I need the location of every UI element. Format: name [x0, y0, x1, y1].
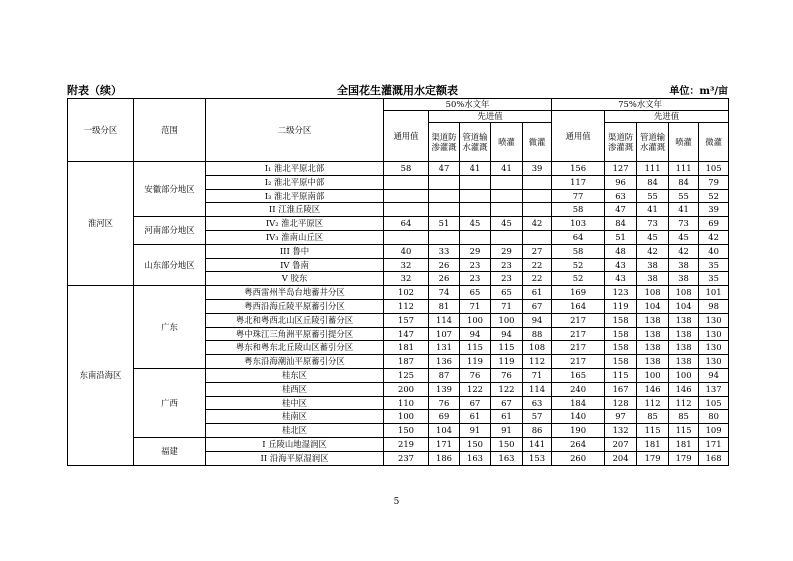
appendix-label: 附表（续）	[67, 84, 122, 97]
value-cell: 171	[429, 437, 460, 451]
value-cell: 91	[460, 424, 491, 438]
value-cell: 41	[460, 162, 491, 176]
value-cell	[460, 175, 491, 189]
table-row	[68, 368, 729, 382]
value-cell: 115	[605, 368, 637, 382]
value-cell: 165	[552, 368, 605, 382]
value-cell	[491, 175, 523, 189]
scope-cell: 福建	[134, 437, 206, 465]
value-cell: 217	[552, 355, 605, 369]
value-cell: 104	[669, 299, 699, 313]
value-cell: 117	[552, 175, 605, 189]
value-cell: 187	[384, 355, 429, 369]
value-cell: 84	[605, 217, 637, 231]
value-cell: 153	[523, 451, 552, 465]
value-cell: 58	[384, 162, 429, 176]
value-cell: 138	[637, 313, 669, 327]
level2-region-cell: 桂北区	[206, 424, 384, 438]
value-cell: 32	[384, 258, 429, 272]
value-cell: 26	[429, 258, 460, 272]
value-cell: 240	[552, 382, 605, 396]
value-cell	[523, 203, 552, 217]
value-cell: 123	[605, 286, 637, 300]
value-cell: 147	[384, 327, 429, 341]
value-cell: 141	[523, 437, 552, 451]
value-cell: 23	[491, 272, 523, 286]
value-cell: 150	[384, 424, 429, 438]
value-cell: 65	[491, 286, 523, 300]
value-cell: 102	[384, 286, 429, 300]
level2-region-cell: I 丘陵山地湿润区	[206, 437, 384, 451]
value-cell: 43	[605, 272, 637, 286]
value-cell: 112	[384, 299, 429, 313]
value-cell: 27	[523, 244, 552, 258]
page-number: 5	[393, 497, 400, 507]
value-cell: 139	[429, 382, 460, 396]
level2-region-cell: V 胶东	[206, 272, 384, 286]
value-cell	[491, 230, 523, 244]
value-cell: 86	[523, 424, 552, 438]
level1-region-cell: 淮河区	[68, 162, 134, 286]
value-cell	[429, 230, 460, 244]
value-cell: 156	[552, 162, 605, 176]
value-cell: 23	[460, 258, 491, 272]
value-cell: 136	[429, 355, 460, 369]
level2-region-cell: 粤西雷州半岛台地蓄井分区	[206, 286, 384, 300]
value-cell: 33	[429, 244, 460, 258]
value-cell: 45	[460, 217, 491, 231]
value-cell: 181	[669, 437, 699, 451]
table-row	[68, 437, 729, 451]
value-cell: 146	[637, 382, 669, 396]
value-cell: 100	[460, 313, 491, 327]
value-cell: 76	[429, 396, 460, 410]
level2-region-cell: 桂西区	[206, 382, 384, 396]
value-cell: 150	[460, 437, 491, 451]
value-cell: 57	[523, 410, 552, 424]
value-cell: 55	[637, 189, 669, 203]
value-cell: 79	[699, 175, 729, 189]
scope-cell: 广西	[134, 368, 206, 437]
level2-region-cell: I₃ 淮北平原南部	[206, 189, 384, 203]
value-cell: 163	[491, 451, 523, 465]
col-year75: 75%水文年	[552, 99, 729, 111]
value-cell: 67	[491, 396, 523, 410]
value-cell	[491, 189, 523, 203]
table-row	[68, 244, 729, 258]
value-cell: 22	[523, 258, 552, 272]
value-cell: 39	[523, 162, 552, 176]
value-cell: 52	[699, 189, 729, 203]
level2-region-cell: I₂ 淮北平原中部	[206, 175, 384, 189]
value-cell: 84	[637, 175, 669, 189]
value-cell: 104	[429, 424, 460, 438]
value-cell: 42	[523, 217, 552, 231]
value-cell: 122	[460, 382, 491, 396]
value-cell: 55	[669, 189, 699, 203]
value-cell: 77	[552, 189, 605, 203]
table-header	[67, 82, 728, 98]
value-cell: 26	[429, 272, 460, 286]
value-cell: 115	[460, 341, 491, 355]
col-spray-50: 喷灌	[491, 123, 523, 162]
value-cell: 91	[491, 424, 523, 438]
level2-region-cell: III 鲁中	[206, 244, 384, 258]
value-cell: 76	[460, 368, 491, 382]
value-cell	[384, 230, 429, 244]
value-cell: 186	[429, 451, 460, 465]
value-cell: 64	[552, 230, 605, 244]
level2-region-cell: 粤北和粤西北山区丘陵引蓄分区	[206, 313, 384, 327]
col-pipe-50: 管道输水灌溉	[460, 123, 491, 162]
col-general-50: 通用值	[384, 111, 429, 162]
value-cell: 42	[637, 244, 669, 258]
table-row	[68, 162, 729, 176]
value-cell	[384, 189, 429, 203]
value-cell: 109	[699, 424, 729, 438]
value-cell: 67	[460, 396, 491, 410]
value-cell: 138	[669, 341, 699, 355]
value-cell: 138	[669, 355, 699, 369]
level2-region-cell: II 江淮丘陵区	[206, 203, 384, 217]
value-cell: 51	[605, 230, 637, 244]
value-cell: 114	[523, 382, 552, 396]
value-cell: 52	[552, 272, 605, 286]
col-micro-75: 微灌	[699, 123, 729, 162]
unit-label: 单位：m³/亩	[669, 86, 728, 97]
value-cell: 128	[605, 396, 637, 410]
col-micro-50: 微灌	[523, 123, 552, 162]
level2-region-cell: I₁ 淮北平原北部	[206, 162, 384, 176]
value-cell: 41	[637, 203, 669, 217]
value-cell: 45	[491, 217, 523, 231]
value-cell: 94	[523, 313, 552, 327]
value-cell	[429, 189, 460, 203]
value-cell: 112	[669, 396, 699, 410]
value-cell: 115	[669, 424, 699, 438]
value-cell: 171	[699, 437, 729, 451]
value-cell: 114	[429, 313, 460, 327]
col-general-75: 通用值	[552, 111, 605, 162]
col-spray-75: 喷灌	[669, 123, 699, 162]
value-cell: 71	[460, 299, 491, 313]
value-cell: 207	[605, 437, 637, 451]
value-cell: 140	[552, 410, 605, 424]
value-cell: 38	[637, 272, 669, 286]
value-cell: 63	[605, 189, 637, 203]
value-cell: 73	[637, 217, 669, 231]
level2-region-cell: 桂中区	[206, 396, 384, 410]
level2-region-cell: 粤东沿海潮汕平原蓄引分区	[206, 355, 384, 369]
value-cell: 181	[384, 341, 429, 355]
value-cell: 237	[384, 451, 429, 465]
value-cell: 138	[669, 327, 699, 341]
value-cell: 138	[637, 341, 669, 355]
value-cell: 184	[552, 396, 605, 410]
value-cell: 112	[523, 355, 552, 369]
value-cell: 94	[460, 327, 491, 341]
value-cell: 101	[699, 286, 729, 300]
value-cell: 74	[429, 286, 460, 300]
value-cell: 45	[669, 230, 699, 244]
value-cell: 105	[699, 396, 729, 410]
value-cell	[460, 230, 491, 244]
value-cell: 158	[605, 341, 637, 355]
value-cell: 179	[669, 451, 699, 465]
value-cell: 260	[552, 451, 605, 465]
value-cell: 163	[460, 451, 491, 465]
value-cell: 100	[669, 368, 699, 382]
value-cell	[491, 203, 523, 217]
value-cell: 88	[523, 327, 552, 341]
value-cell: 32	[384, 272, 429, 286]
value-cell: 87	[429, 368, 460, 382]
value-cell: 61	[460, 410, 491, 424]
table-row	[68, 286, 729, 300]
value-cell: 69	[699, 217, 729, 231]
value-cell: 137	[699, 382, 729, 396]
table-row	[68, 217, 729, 231]
value-cell: 29	[491, 244, 523, 258]
col-pipe-75: 管道输水灌溉	[637, 123, 669, 162]
value-cell	[429, 175, 460, 189]
value-cell	[523, 175, 552, 189]
value-cell: 217	[552, 327, 605, 341]
value-cell: 150	[491, 437, 523, 451]
col-advanced-75: 先进值	[605, 111, 729, 123]
value-cell: 108	[669, 286, 699, 300]
level2-region-cell: 粤西沿海丘陵平原蓄引分区	[206, 299, 384, 313]
value-cell: 38	[637, 258, 669, 272]
value-cell: 96	[605, 175, 637, 189]
value-cell: 61	[491, 410, 523, 424]
value-cell: 58	[552, 203, 605, 217]
value-cell: 38	[669, 272, 699, 286]
value-cell: 45	[637, 230, 669, 244]
level1-region-cell: 东南沿海区	[68, 286, 134, 465]
value-cell: 119	[605, 299, 637, 313]
value-cell: 100	[637, 368, 669, 382]
value-cell	[523, 189, 552, 203]
value-cell	[460, 203, 491, 217]
value-cell: 41	[669, 203, 699, 217]
irrigation-quota-table	[67, 98, 729, 466]
value-cell: 76	[491, 368, 523, 382]
value-cell: 47	[605, 203, 637, 217]
value-cell: 94	[491, 327, 523, 341]
value-cell: 200	[384, 382, 429, 396]
level2-region-cell: 粤中珠江三角洲平原蓄引提分区	[206, 327, 384, 341]
value-cell: 65	[460, 286, 491, 300]
level2-region-cell: 粤东和粤东北丘陵山区蓄引分区	[206, 341, 384, 355]
value-cell: 29	[460, 244, 491, 258]
col-year50: 50%水文年	[384, 99, 552, 111]
level2-region-cell: IV 鲁南	[206, 258, 384, 272]
value-cell: 130	[699, 341, 729, 355]
value-cell: 100	[491, 313, 523, 327]
value-cell: 127	[605, 162, 637, 176]
value-cell: 35	[699, 258, 729, 272]
value-cell: 22	[523, 272, 552, 286]
value-cell: 42	[699, 230, 729, 244]
scope-cell: 山东部分地区	[134, 244, 206, 285]
value-cell: 63	[523, 396, 552, 410]
value-cell: 264	[552, 437, 605, 451]
scope-cell: 广东	[134, 286, 206, 369]
value-cell: 80	[699, 410, 729, 424]
value-cell: 71	[523, 368, 552, 382]
value-cell: 48	[605, 244, 637, 258]
value-cell: 131	[429, 341, 460, 355]
value-cell: 69	[429, 410, 460, 424]
value-cell: 130	[699, 355, 729, 369]
value-cell: 40	[699, 244, 729, 258]
value-cell: 157	[384, 313, 429, 327]
value-cell: 158	[605, 355, 637, 369]
value-cell: 40	[384, 244, 429, 258]
value-cell: 42	[669, 244, 699, 258]
value-cell: 169	[552, 286, 605, 300]
col-canal-50: 渠道防渗灌溉	[429, 123, 460, 162]
value-cell	[460, 189, 491, 203]
col-level2: 二级分区	[206, 99, 384, 162]
value-cell: 115	[491, 341, 523, 355]
value-cell: 168	[699, 451, 729, 465]
scope-cell: 河南部分地区	[134, 217, 206, 245]
value-cell: 38	[669, 258, 699, 272]
value-cell: 111	[669, 162, 699, 176]
value-cell: 73	[669, 217, 699, 231]
value-cell: 217	[552, 341, 605, 355]
value-cell: 97	[605, 410, 637, 424]
value-cell: 81	[429, 299, 460, 313]
value-cell: 35	[699, 272, 729, 286]
value-cell: 119	[460, 355, 491, 369]
value-cell: 105	[699, 162, 729, 176]
value-cell	[429, 203, 460, 217]
value-cell: 111	[637, 162, 669, 176]
level2-region-cell: IV₂ 淮北平原区	[206, 217, 384, 231]
value-cell: 125	[384, 368, 429, 382]
value-cell: 132	[605, 424, 637, 438]
value-cell: 122	[491, 382, 523, 396]
value-cell: 119	[491, 355, 523, 369]
value-cell: 138	[669, 313, 699, 327]
value-cell: 164	[552, 299, 605, 313]
value-cell: 146	[669, 382, 699, 396]
value-cell: 104	[637, 299, 669, 313]
value-cell: 138	[637, 327, 669, 341]
col-canal-75: 渠道防渗灌溉	[605, 123, 637, 162]
table-body	[68, 162, 729, 466]
value-cell: 190	[552, 424, 605, 438]
value-cell: 108	[523, 341, 552, 355]
value-cell: 85	[669, 410, 699, 424]
value-cell: 84	[669, 175, 699, 189]
value-cell: 43	[605, 258, 637, 272]
value-cell: 94	[699, 368, 729, 382]
value-cell: 23	[491, 258, 523, 272]
value-cell: 217	[552, 313, 605, 327]
value-cell: 98	[699, 299, 729, 313]
value-cell: 138	[637, 355, 669, 369]
value-cell: 110	[384, 396, 429, 410]
value-cell	[384, 203, 429, 217]
value-cell: 39	[699, 203, 729, 217]
value-cell: 67	[523, 299, 552, 313]
value-cell: 181	[637, 437, 669, 451]
value-cell: 61	[523, 286, 552, 300]
value-cell: 47	[429, 162, 460, 176]
value-cell: 41	[491, 162, 523, 176]
col-scope: 范围	[134, 99, 206, 162]
value-cell: 179	[637, 451, 669, 465]
value-cell: 103	[552, 217, 605, 231]
value-cell: 64	[384, 217, 429, 231]
value-cell: 167	[605, 382, 637, 396]
level2-region-cell: II 沿海平原湿润区	[206, 451, 384, 465]
col-advanced-50: 先进值	[429, 111, 552, 123]
level2-region-cell: 桂东区	[206, 368, 384, 382]
value-cell	[523, 230, 552, 244]
value-cell: 71	[491, 299, 523, 313]
value-cell: 85	[637, 410, 669, 424]
value-cell: 130	[699, 327, 729, 341]
value-cell: 219	[384, 437, 429, 451]
value-cell: 112	[637, 396, 669, 410]
value-cell: 107	[429, 327, 460, 341]
value-cell: 115	[637, 424, 669, 438]
value-cell: 158	[605, 327, 637, 341]
value-cell: 130	[699, 313, 729, 327]
value-cell: 58	[552, 244, 605, 258]
level2-region-cell: 桂南区	[206, 410, 384, 424]
value-cell	[384, 175, 429, 189]
value-cell: 108	[637, 286, 669, 300]
value-cell: 51	[429, 217, 460, 231]
value-cell: 100	[384, 410, 429, 424]
level2-region-cell: IV₃ 淮南山丘区	[206, 230, 384, 244]
table-title: 全国花生灌溉用水定额表	[337, 84, 458, 97]
value-cell: 158	[605, 313, 637, 327]
scope-cell: 安徽部分地区	[134, 162, 206, 217]
value-cell: 204	[605, 451, 637, 465]
value-cell: 52	[552, 258, 605, 272]
value-cell: 23	[460, 272, 491, 286]
col-level1: 一级分区	[68, 99, 134, 162]
